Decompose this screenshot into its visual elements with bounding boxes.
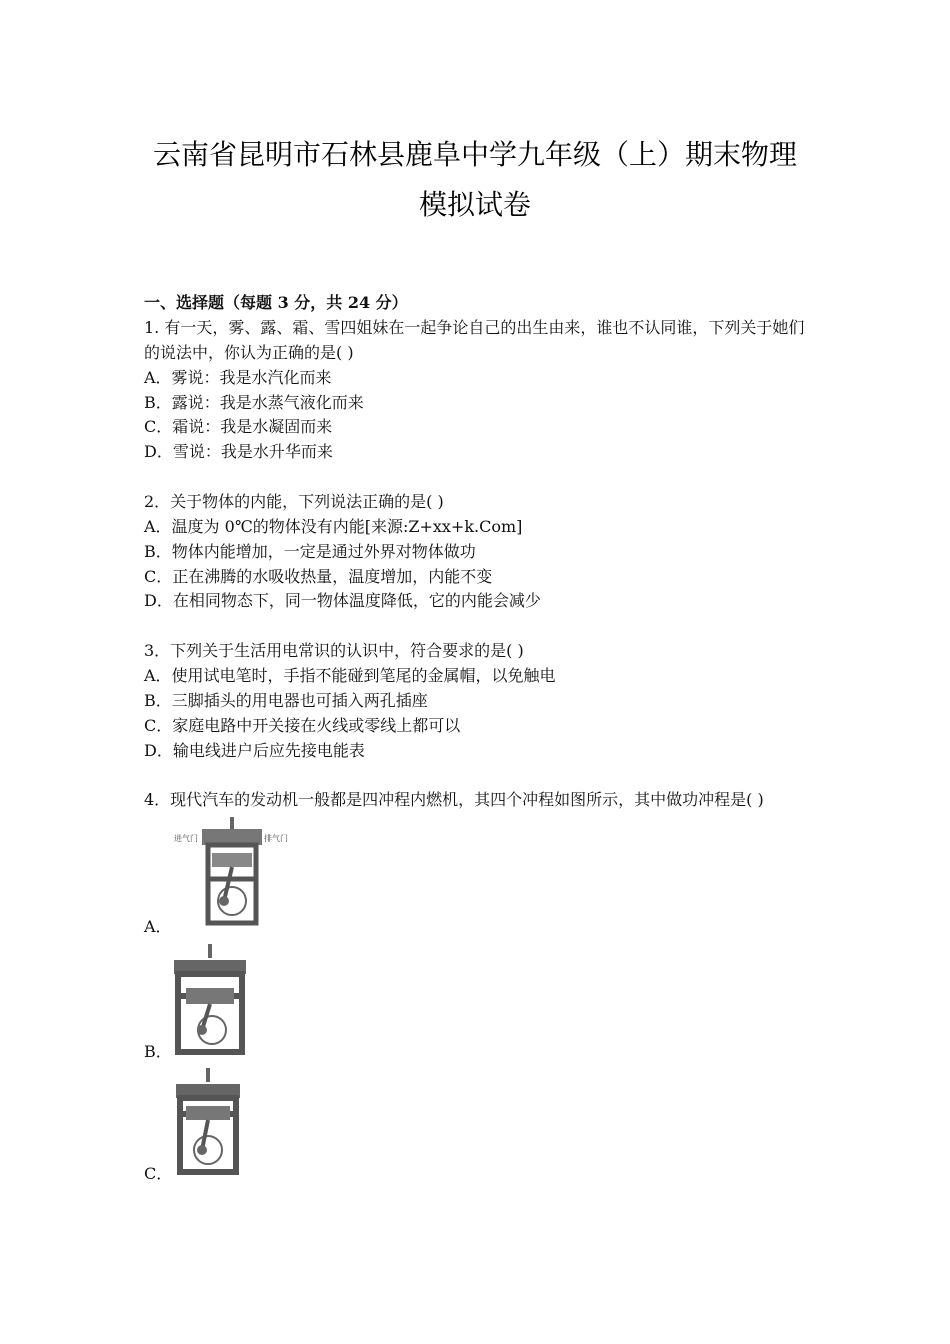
q2-option-d: D．在相同物态下，同一物体温度降低，它的内能会减少: [144, 591, 541, 610]
q4-option-b: B．: [144, 1042, 172, 1061]
page-title-line-2: 模拟试卷: [418, 188, 531, 221]
q3-option-d: D．输电线进户后应先接电能表: [144, 741, 365, 760]
q3-option-c: C．家庭电路中开关接在火线或零线上都可以: [144, 716, 461, 735]
page-title-line-1: 云南省昆明市石林县鹿阜中学九年级（上）期末物理: [152, 138, 797, 171]
q3-stem: 3．下列关于生活用电常识的认识中，符合要求的是( ): [144, 641, 524, 660]
q1-option-c: C．霜说：我是水凝固而来: [144, 417, 333, 436]
engine-diagram-c: [172, 1066, 252, 1178]
q3-option-a: A．使用试电笔时，手指不能碰到笔尾的金属帽，以免触电: [144, 666, 556, 685]
q1-stem-line-1: 1. 有一天，雾、露、霜、雪四姐妹在一起争论自己的出生由来，谁也不认同谁，下列关于她们: [144, 318, 805, 337]
section-heading: 一、选择题（每题 3 分，共 24 分）: [144, 293, 408, 312]
intake-valve-label: 进气门: [174, 834, 198, 843]
q2-option-c: C．正在沸腾的水吸收热量，温度增加，内能不变: [144, 567, 493, 586]
q1-stem-line-2: 的说法中，你认为正确的是( ): [144, 343, 354, 362]
q2-option-a: A．温度为 0℃的物体没有内能[来源:Z+xx+k.Com]: [144, 517, 523, 536]
q3-option-b: B．三脚插头的用电器也可插入两孔插座: [144, 691, 428, 710]
q4-option-c: C．: [144, 1164, 173, 1183]
exhaust-valve-label: 排气门: [264, 834, 288, 843]
q2-option-b: B．物体内能增加，一定是通过外界对物体做功: [144, 542, 476, 561]
engine-diagram-b: [170, 942, 250, 1057]
q1-option-d: D．雪说：我是水升华而来: [144, 442, 333, 461]
engine-diagram-a: [172, 815, 297, 930]
q4-stem: 4．现代汽车的发动机一般都是四冲程内燃机，其四个冲程如图所示，其中做功冲程是( ): [144, 790, 764, 809]
q1-option-a: A．雾说：我是水汽化而来: [144, 368, 332, 387]
q1-option-b: B．露说：我是水蒸气液化而来: [144, 393, 364, 412]
q4-option-a: A．: [144, 917, 172, 936]
q2-stem: 2．关于物体的内能，下列说法正确的是( ): [144, 492, 444, 511]
